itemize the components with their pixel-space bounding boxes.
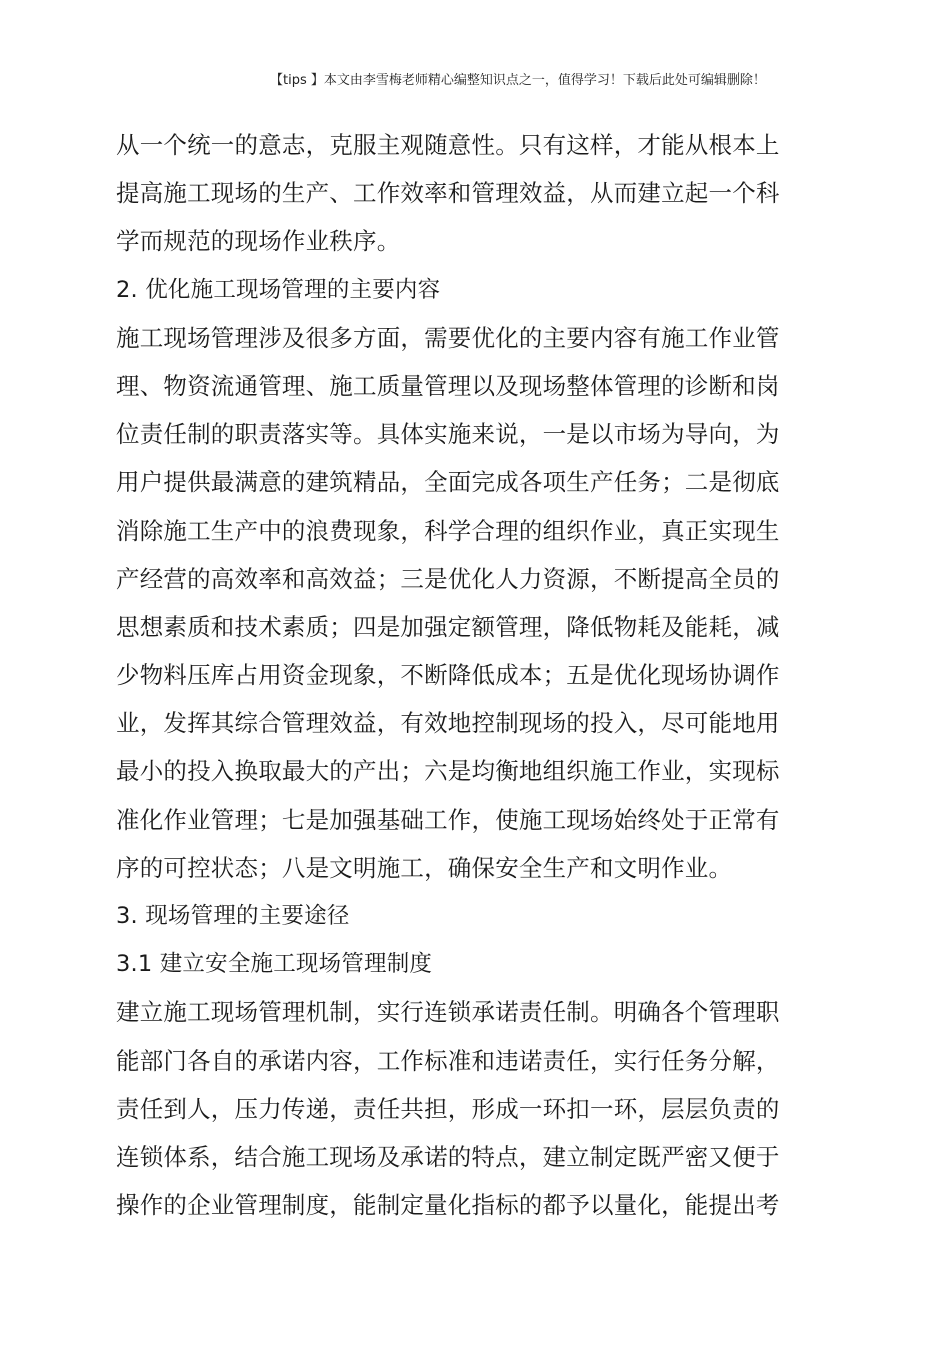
document-body	[116, 121, 816, 1229]
text-line: 能部门各自的承诺内容，工作标准和违诺责任，实行任务分解，	[116, 1046, 780, 1075]
text-line: 产经营的高效率和高效益；三是优化人力资源，不断提高全员的	[116, 564, 780, 593]
text-line: 思想素质和技术素质；四是加强定额管理，降低物耗及能耗，减	[116, 612, 780, 641]
text-line: 从一个统一的意志，克服主观随意性。只有这样，才能从根本上	[116, 131, 780, 159]
text-line: 业，发挥其综合管理效益，有效地控制现场的投入，尽可能地用	[116, 709, 780, 738]
section-heading: 2. 优化施工现场管理的主要内容	[116, 276, 441, 303]
text-line: 操作的企业管理制度，能制定量化指标的都予以量化，能提出考	[116, 1191, 780, 1220]
text-line: 提高施工现场的生产、工作效率和管理效益，从而建立起一个科	[116, 179, 780, 208]
text-line: 最小的投入换取最大的产出；六是均衡地组织施工作业，实现标	[116, 757, 780, 786]
text-line: 连锁体系，结合施工现场及承诺的特点，建立制定既严密又便于	[116, 1142, 780, 1171]
text-line: 用户提供最满意的建筑精品，全面完成各项生产任务；二是彻底	[116, 468, 780, 497]
text-line: 责任到人，压力传递，责任共担，形成一环扣一环，层层负责的	[116, 1094, 780, 1123]
text-line: 建立施工现场管理机制，实行连锁承诺责任制。明确各个管理职	[116, 998, 780, 1027]
text-line: 位责任制的职责落实等。具体实施来说，一是以市场为导向，为	[116, 420, 780, 449]
text-line: 理、物资流通管理、施工质量管理以及现场整体管理的诊断和岗	[116, 371, 780, 400]
tips-header: 【tips 】本文由李雪梅老师精心编整知识点之一，值得学习！下载后此处可编辑删除！	[270, 73, 766, 88]
section-heading: 3. 现场管理的主要途径	[116, 903, 350, 929]
text-line: 准化作业管理；七是加强基础工作，使施工现场始终处于正常有	[116, 805, 780, 834]
text-line: 学而规范的现场作业秩序。	[116, 227, 401, 256]
text-line: 序的可控状态；八是文明施工，确保安全生产和文明作业。	[116, 853, 733, 882]
text-line: 少物料压库占用资金现象，不断降低成本；五是优化现场协调作	[116, 661, 780, 690]
text-line: 施工现场管理涉及很多方面，需要优化的主要内容有施工作业管	[116, 323, 780, 352]
subsection-heading: 3.1 建立安全施工现场管理制度	[116, 951, 433, 978]
text-line: 消除施工生产中的浪费现象，科学合理的组织作业，真正实现生	[116, 516, 780, 545]
